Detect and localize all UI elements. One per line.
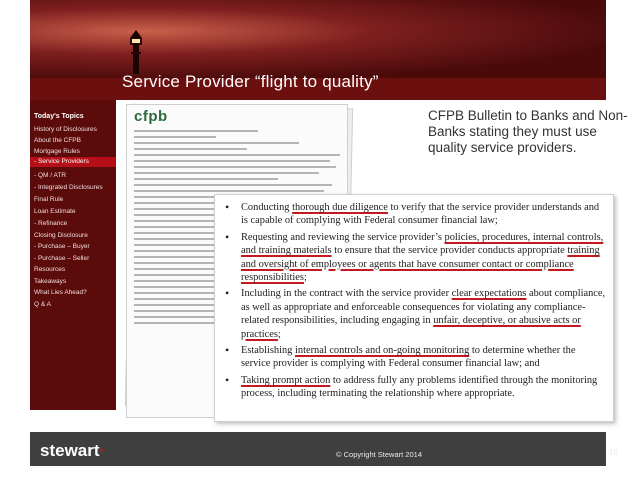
document-text-line xyxy=(134,136,216,138)
excerpt-bullet-monitoring xyxy=(223,344,607,371)
excerpt-text: Requesting and reviewing the service provider’s xyxy=(241,231,445,243)
sidebar-item-purchase-buyer[interactable]: - Purchase – Buyer xyxy=(34,243,90,250)
sidebar-item-about-cfpb[interactable]: About the CFPB xyxy=(34,137,81,144)
document-text-line xyxy=(134,130,258,132)
page-number: 15 xyxy=(609,448,618,457)
excerpt-text: ; xyxy=(303,272,307,284)
footer-bar xyxy=(30,432,606,466)
excerpt-text: Including in the contract with the service provider xyxy=(241,288,452,300)
slide xyxy=(30,0,628,466)
bulletin-description: CFPB Bulletin to Banks and Non-Banks stating they must use quality service providers. xyxy=(428,108,628,155)
document-text-line xyxy=(134,190,324,192)
document-text-line xyxy=(134,142,299,144)
excerpt-bullet-prompt-action xyxy=(223,374,607,401)
highlighted-phrase: Taking prompt action xyxy=(241,374,331,386)
excerpt-text: about compliance, as well as appropriate and enforceable consequences for violating any compliance-related responsibilities, including engaging in xyxy=(241,288,606,327)
sidebar-item-takeaways[interactable]: Takeaways xyxy=(34,278,67,285)
document-text-line xyxy=(134,148,247,150)
logo-dot-icon: · xyxy=(99,441,106,460)
excerpt-bullet-due-diligence xyxy=(223,201,607,228)
sunset-sky xyxy=(30,0,606,78)
highlighted-phrase: unfair, deceptive, or abusive acts or practices xyxy=(241,315,581,340)
sidebar-item-loan-estimate[interactable]: Loan Estimate xyxy=(34,208,76,215)
highlighted-phrase: and training materials xyxy=(241,245,332,257)
stewart-logo xyxy=(40,441,105,461)
document-text-line xyxy=(134,172,319,174)
excerpt-bullet-contract xyxy=(223,287,607,341)
slide-title: Service Provider “flight to quality” xyxy=(122,72,379,91)
bullet-icon: • xyxy=(225,343,230,358)
sidebar-item-integrated-disclosures[interactable]: - Integrated Disclosures xyxy=(34,184,103,191)
bullet-icon: • xyxy=(225,200,230,214)
bullet-icon: • xyxy=(225,372,230,387)
excerpt-text: to determine whether the service provider is complying with Federal consumer financial law; and xyxy=(241,345,576,370)
document-text-line xyxy=(134,154,340,156)
cfpb-logo: cfpb xyxy=(134,108,168,125)
excerpt-text: Conducting xyxy=(241,202,293,213)
header-banner xyxy=(30,0,606,100)
document-text-line xyxy=(134,160,330,162)
highlighted-phrase: policies, procedures, internal controls, xyxy=(444,231,604,243)
excerpt-text: Establishing xyxy=(241,345,295,357)
highlighted-phrase: internal controls and on-going monitoring xyxy=(294,345,470,357)
document-text-line xyxy=(134,166,336,168)
document-text-line xyxy=(134,220,227,222)
bullet-icon: • xyxy=(225,286,230,301)
sidebar-item-refinance[interactable]: - Refinance xyxy=(34,220,68,227)
excerpt-bullet-policies xyxy=(223,231,607,285)
excerpt-text: to address fully any problems identified through the monitoring process, including terminating the relationship where appropriate. xyxy=(241,374,598,400)
document-text-line xyxy=(134,178,278,180)
sidebar-item-closing-disclosure[interactable]: Closing Disclosure xyxy=(34,232,88,239)
bulletin-excerpt xyxy=(214,194,614,422)
sidebar-item-mortgage-rules[interactable]: Mortgage Rules xyxy=(34,148,80,155)
sidebar-heading: Today's Topics xyxy=(34,113,84,120)
logo-text: stewart xyxy=(40,441,100,460)
sidebar-item-purchase-seller[interactable]: - Purchase – Seller xyxy=(34,255,90,262)
document-text-line xyxy=(134,184,332,186)
lighthouse-icon xyxy=(122,30,150,74)
document-text-line xyxy=(134,268,216,270)
excerpt-text: to ensure that the service provider conducts appropriate xyxy=(331,245,568,257)
sidebar-item-resources[interactable]: Resources xyxy=(34,266,66,273)
highlighted-phrase: clear expectations xyxy=(451,288,527,300)
excerpt-text: to verify that the service provider understands and is capable of complying with Federal consumer financial law; xyxy=(241,202,600,227)
excerpt-text: ; xyxy=(277,328,281,340)
bullet-icon: • xyxy=(225,229,230,244)
sidebar-item-qa[interactable]: Q & A xyxy=(34,301,51,308)
highlighted-phrase: thorough due diligence xyxy=(292,202,388,213)
sidebar-item-what-lies-ahead[interactable]: What Lies Ahead? xyxy=(34,289,87,296)
excerpt-list xyxy=(223,201,607,404)
sidebar-item-service-providers[interactable]: - Service Providers xyxy=(30,157,116,167)
sidebar-item-history[interactable]: History of Disclosures xyxy=(34,126,97,133)
sidebar-item-final-rule[interactable]: Final Rule xyxy=(34,196,64,203)
copyright-text: © Copyright Stewart 2014 xyxy=(336,450,422,459)
sidebar-item-qm-atr[interactable]: - QM / ATR xyxy=(34,172,67,179)
highlighted-phrase: training and oversight of employees or agents that have consumer contact or compliance responsibilities xyxy=(241,245,600,284)
